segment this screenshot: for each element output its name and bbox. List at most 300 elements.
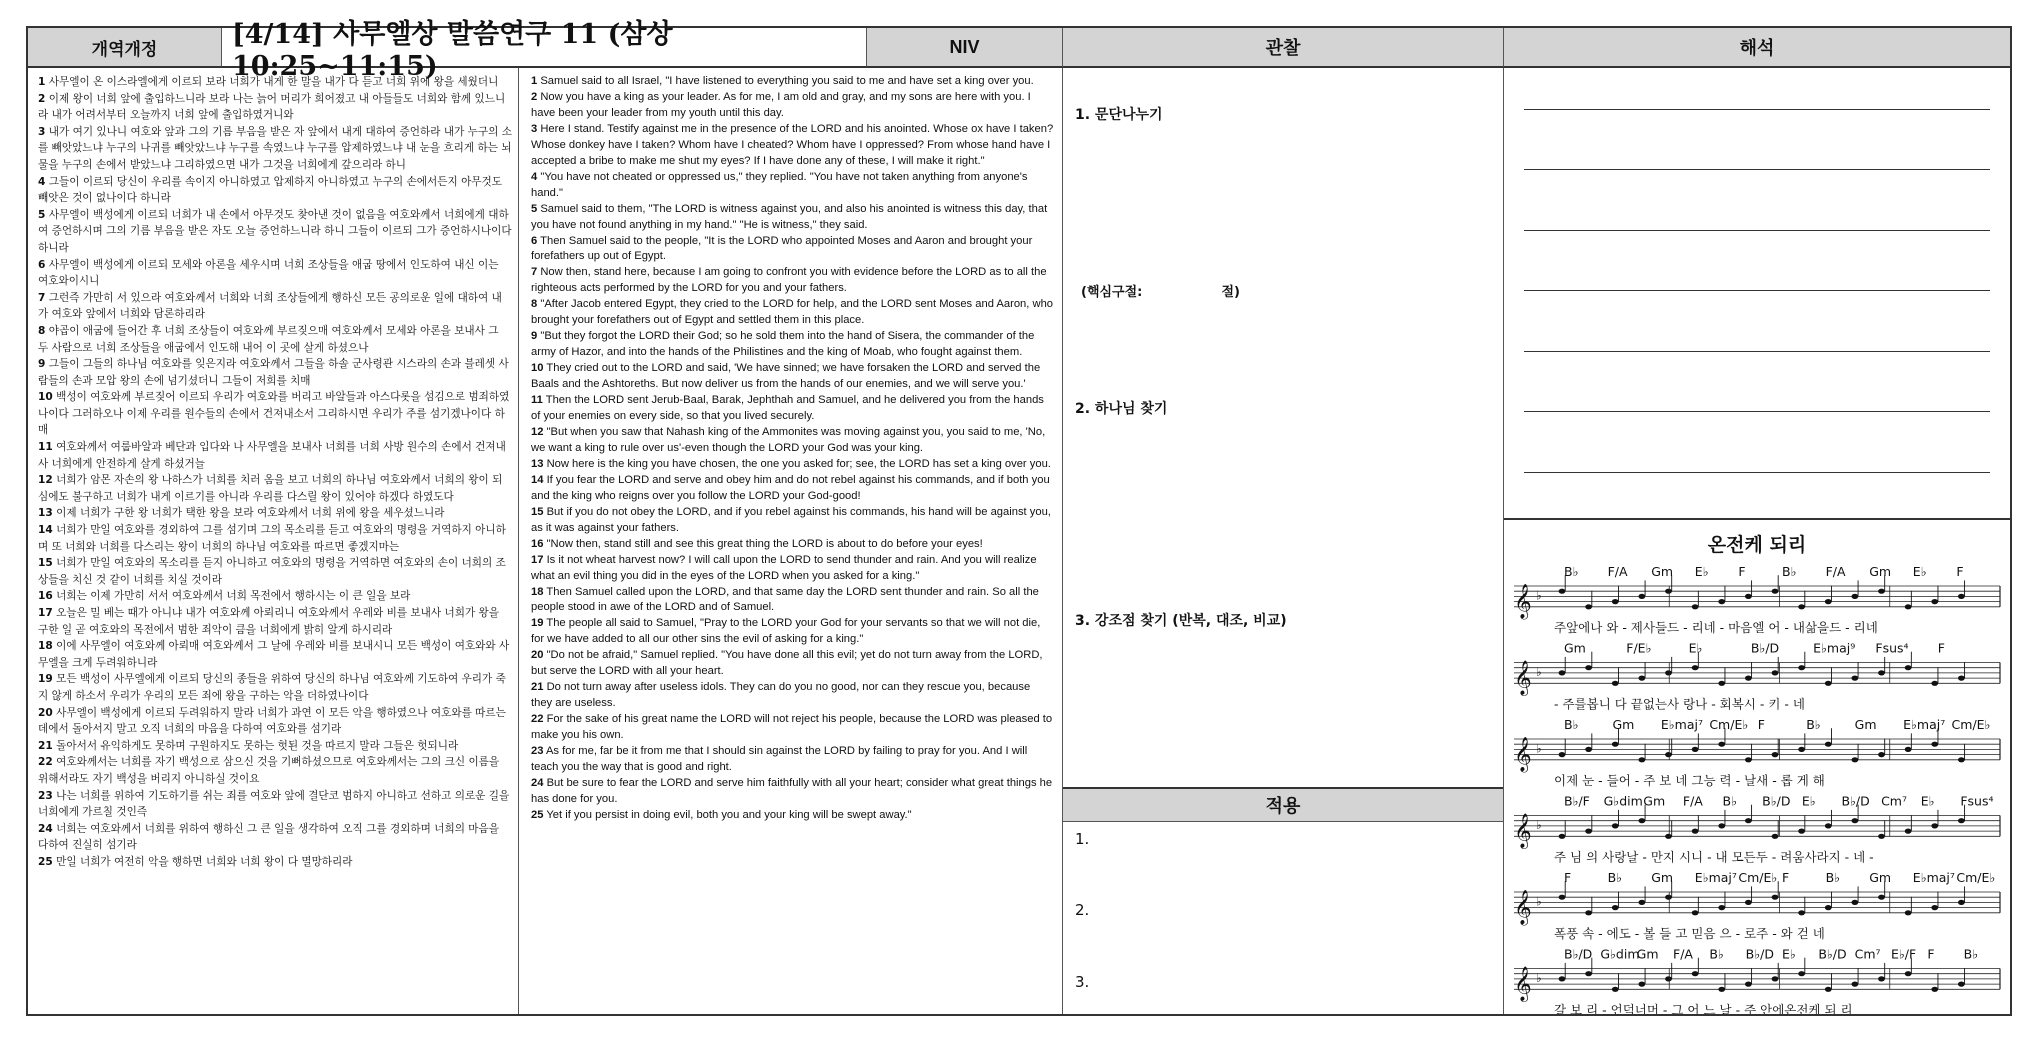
verse-text: Yet if you persist in doing evil, both you and your king will be swept away." [546, 808, 912, 821]
verse-number: 15 [531, 505, 544, 518]
chord-symbol: G♭dim [1603, 793, 1643, 809]
note-head [1851, 818, 1858, 823]
verse-number: 8 [38, 324, 46, 337]
verse-text: Here I stand. Testify against me in the presence of the LORD and his anointed. Whose ox have I taken? Whose donkey have I taken? Whom have I cheated? Whom have I oppressed? From whose hand have I accepted a bribe to make me shut my eyes? If I have done any of these, I will make it right." [531, 122, 1054, 167]
chord-symbol: Cm/E♭ [1738, 870, 1778, 885]
verse-number: 4 [531, 170, 538, 183]
key-verse-text: (핵심구절: [1081, 285, 1143, 300]
korean-verse [38, 290, 512, 323]
writing-line [1524, 169, 1990, 170]
verse-text: 돌아서서 유익하게도 못하며 구원하지도 못하는 헛된 것을 따르지 말라 그들은 헛되니라 [56, 739, 459, 752]
chord-symbol: Gm [1651, 870, 1674, 885]
verse-number: 20 [531, 649, 544, 662]
verse-number: 6 [531, 234, 538, 247]
note-head [1931, 681, 1938, 686]
treble-clef: 𝄞 [1514, 660, 1532, 696]
verse-text: But if you do not obey the LORD, and if you rebel against his commands, his hand will be against you, as it was against your fathers. [531, 505, 1051, 534]
note-head [1825, 742, 1832, 747]
verse-text: 너희가 만일 여호와를 경외하여 그를 섬기며 그의 목소리를 듣고 여호와의 명령을 거역하지 아니하며 또 너희와 너희를 다스리는 왕이 너희의 하나님 여호와를 따르면 좋겠지마는 [38, 524, 506, 553]
lyrics-line: 주 님 의 사랑날 - 만지 시니 - 내 모든두 - 려움사라지 - 네 - [1554, 849, 1874, 865]
note-head [1559, 834, 1566, 839]
note-head [1665, 589, 1672, 594]
note-head [1745, 818, 1752, 823]
note-head [1931, 599, 1938, 604]
note-head [1825, 987, 1832, 992]
verse-number: 15 [38, 557, 53, 570]
verse-number: 3 [531, 122, 538, 135]
korean-verse [38, 439, 512, 472]
note-head [1638, 757, 1645, 762]
treble-clef: 𝄞 [1514, 966, 1532, 1002]
chord-symbol: F [1782, 870, 1790, 885]
chord-symbol: F [1757, 717, 1765, 732]
note-head [1772, 834, 1779, 839]
note-head [1718, 823, 1725, 828]
note-head [1612, 823, 1619, 828]
chord-symbol: Fsus⁴ [1960, 793, 1994, 809]
observation-panel [1063, 68, 1504, 1014]
verse-text: 너희는 이제 가만히 서서 여호와께서 너희 목전에서 행하시는 이 큰 일을 보라 [56, 590, 411, 603]
chord-symbol: E♭maj⁷ [1694, 870, 1737, 885]
application-header-text: 적용 [1265, 796, 1301, 817]
verse-number: 9 [531, 330, 538, 343]
verse-text: 너희가 암몬 자손의 왕 나하스가 너희를 치러 옴을 보고 너희의 하나님 여호와께서 너희의 왕이 되심에도 불구하고 너희가 내게 이르기를 아니라 우리를 다스릴 왕이 있어야 하겠다 하였도다 [38, 474, 503, 503]
verse-number: 23 [531, 745, 544, 758]
observation-header [1063, 28, 1504, 68]
verse-text: Is it not wheat harvest now? I will call upon the LORD to send thunder and rain. And you will realize what an evil thing you did in the eyes of the LORD when you asked for a king." [531, 553, 1037, 582]
chord-symbol: Gm [1869, 564, 1892, 579]
note-head [1851, 676, 1858, 681]
verse-number: 13 [38, 507, 53, 520]
lyrics-line: - 주를봅니 다 끝없는사 랑나 - 회복시 - 키 - 네 [1554, 696, 1805, 712]
niv-verse [531, 585, 1054, 617]
verse-text: 백성이 여호와께 부르짖어 이르되 우리가 여호와를 버리고 바알들과 아스다롯을 섬김으로 범죄하였나이다 그러하오나 이제 우리를 원수들의 손에서 건져내소서 그리하시면 우리가 주를 섬기겠나이다 하매 [38, 391, 510, 437]
key-signature: ♭ [1536, 970, 1542, 985]
note-head [1878, 752, 1885, 757]
niv-header [867, 28, 1063, 68]
korean-verse [38, 854, 512, 871]
note-head [1878, 976, 1885, 981]
note-head [1745, 982, 1752, 987]
note-head [1612, 905, 1619, 910]
chord-symbol: E♭maj⁷ [1660, 717, 1704, 732]
note-head [1798, 604, 1805, 609]
application-item-2: 2. [1075, 901, 1090, 919]
note-head [1772, 976, 1779, 981]
note-head [1958, 594, 1965, 599]
chord-symbol: F [1937, 640, 1945, 656]
chord-symbol: Cm⁷ [1881, 793, 1908, 809]
note-head [1612, 987, 1619, 992]
chord-symbol: Gm [1854, 717, 1877, 732]
verse-text: 너희는 여호와께서 너희를 위하여 행하신 그 큰 일을 생각하여 오직 그를 경외하며 너희의 마음을 다하여 진실히 섬기라 [38, 822, 500, 852]
verse-number: 3 [38, 125, 46, 138]
verse-text: 이제 왕이 너희 앞에 출입하느니라 보라 나는 늙어 머리가 희어졌고 내 아들들도 너희와 함께 있느니라 내가 어려서부터 오늘까지 너희 앞에 출입하였거니와 [38, 92, 506, 122]
verse-text: Samuel said to all Israel, "I have listened to everything you said to me and have set a king over you. [540, 75, 1034, 87]
verse-number: 7 [531, 266, 538, 279]
writing-line [1524, 472, 1990, 473]
key-signature: ♭ [1536, 664, 1542, 679]
verse-text: Then the LORD sent Jerub-Baal, Barak, Jephthah and Samuel, and he delivered you from the hands of your enemies on every side, so that you lived securely. [531, 394, 1044, 423]
verse-number: 1 [38, 76, 46, 88]
chord-symbol: B♭/D [1841, 793, 1870, 809]
note-head [1638, 818, 1645, 823]
korean-text-column [28, 68, 519, 1014]
niv-verse [531, 744, 1054, 776]
note-head [1798, 747, 1805, 752]
niv-verse [531, 425, 1054, 457]
page-title [222, 19, 867, 82]
verse-text: 이제 너희가 구한 왕 너희가 택한 왕을 보라 여호와께서 너희 위에 왕을 세우셨느니라 [56, 507, 445, 520]
niv-verse [531, 234, 1054, 266]
verse-number: 2 [38, 92, 46, 105]
verse-text: 여호와께서는 너희를 자기 백성으로 삼으신 것을 기뻐하셨으므로 여호와께서는 그의 크신 이름을 위해서라도 자기 백성을 버리지 아니하실 것이요 [38, 756, 500, 785]
korean-verse [38, 738, 512, 755]
niv-header-text: NIV [949, 36, 980, 57]
note-head [1692, 747, 1699, 752]
chord-symbol: Gm [1651, 564, 1674, 579]
verse-number: 19 [531, 617, 544, 630]
verse-text: For the sake of his great name the LORD will not reject his people, because the LORD was pleased to make you his own. [531, 713, 1053, 742]
note-head [1798, 665, 1805, 670]
paragraph-division-heading: 1. 문단나누기 [1075, 107, 1163, 123]
note-head [1665, 752, 1672, 757]
note-head [1905, 747, 1912, 752]
niv-verse [531, 202, 1054, 234]
niv-verse [531, 361, 1054, 393]
verse-text: Now you have a king as your leader. As for me, I am old and gray, and my sons are here with you. I have been your leader from my youth until this day. [531, 90, 1031, 119]
korean-verse [38, 522, 512, 555]
note-head [1585, 665, 1592, 670]
note-head [1798, 971, 1805, 976]
note-head [1772, 670, 1779, 675]
key-verse-label [1081, 281, 1240, 300]
treble-clef: 𝄞 [1514, 736, 1532, 772]
niv-verse [531, 297, 1054, 329]
key-signature: ♭ [1536, 588, 1542, 603]
korean-verse [38, 207, 512, 257]
note-head [1585, 829, 1592, 834]
verse-text: 이에 사무엘이 여호와께 아뢰매 여호와께서 그 날에 우레와 비를 보내시니 모든 백성이 여호와와 사무엘을 크게 두려워하니라 [38, 640, 510, 669]
verse-number: 21 [531, 681, 544, 694]
verse-text: Now here is the king you have chosen, the one you asked for; see, the LORD has set a king over you. [546, 457, 1051, 470]
verse-text: 사무엘이 백성에게 이르되 너희가 내 손에서 아무것도 찾아낸 것이 없음을 여호와께서 너희에게 대하여 증언하시며 그의 기름 부음을 받은 자도 오늘 증언하느니라 하니 그들이 이르되 그가 증언하시나이다 하니라 [38, 208, 512, 254]
note-head [1905, 604, 1912, 609]
korean-verse [38, 555, 512, 588]
verse-number: 16 [531, 537, 544, 550]
lyrics-line: 이제 눈 - 들어 - 주 보 네 그능 력 - 날새 - 롭 게 해 [1554, 772, 1825, 788]
niv-verse [531, 473, 1054, 505]
chord-symbol: F/A [1673, 946, 1693, 962]
korean-verse [38, 91, 512, 124]
verse-text: 오늘은 밀 베는 때가 아니냐 내가 여호와께 아뢰리니 여호와께서 우레와 비를 보내사 너희가 왕을 구한 일 곧 여호와의 목전에서 범한 죄악이 큼을 너희에게 밝히 알게 하시리라 [38, 607, 500, 636]
verse-number: 17 [531, 553, 544, 566]
key-signature: ♭ [1536, 741, 1542, 756]
note-head [1692, 829, 1699, 834]
note-head [1772, 589, 1779, 594]
chord-symbol: B♭/D [1750, 640, 1780, 656]
translation-label [28, 28, 222, 68]
chord-symbol: B♭ [1564, 564, 1579, 579]
note-head [1905, 971, 1912, 976]
application-item-1: 1. [1075, 830, 1090, 848]
chord-symbol: E♭ [1912, 564, 1927, 579]
niv-verse [531, 329, 1054, 361]
note-head [1825, 681, 1832, 686]
note-head [1559, 752, 1566, 757]
verse-number: 1 [531, 75, 538, 87]
note-head [1718, 987, 1725, 992]
chord-symbol: F [1564, 870, 1572, 885]
chord-symbol: Gm [1643, 793, 1666, 809]
note-head [1905, 829, 1912, 834]
verse-number: 24 [38, 822, 53, 835]
note-head [1931, 987, 1938, 992]
niv-verse [531, 616, 1054, 648]
note-head [1559, 589, 1566, 594]
chord-symbol: E♭maj⁷ [1903, 717, 1946, 732]
verse-number: 9 [38, 358, 46, 371]
note-head [1665, 895, 1672, 900]
emphasis-heading: 3. 강조점 찾기 (반복, 대조, 비교) [1075, 613, 1287, 629]
note-head [1718, 681, 1725, 686]
chord-symbol: F/E♭ [1626, 640, 1652, 656]
korean-verse [38, 821, 512, 854]
niv-verse [531, 505, 1054, 537]
verse-text: 나는 너희를 위하여 기도하기를 쉬는 죄를 여호와 앞에 결단코 범하지 아니하고 선하고 의로운 길을 너희에게 가르칠 것인즉 [38, 789, 510, 819]
chord-symbol: E♭maj⁷ [1912, 870, 1955, 885]
note-head [1585, 971, 1592, 976]
niv-verse [531, 808, 1054, 824]
verse-number: 12 [531, 425, 544, 438]
chord-symbol: F [1927, 946, 1935, 962]
find-god-heading: 2. 하나님 찾기 [1075, 401, 1168, 417]
korean-verse [38, 323, 512, 356]
verse-number: 10 [38, 391, 53, 404]
chord-symbol: B♭/D [1745, 946, 1774, 962]
verse-text: Then Samuel called upon the LORD, and that same day the LORD sent thunder and rain. So all the people stood in awe of the LORD and of Samuel. [531, 585, 1039, 614]
korean-verse [38, 472, 512, 505]
chord-symbol: B♭/D [1564, 946, 1593, 962]
verse-number: 20 [38, 706, 53, 719]
interpretation-header-text: 해석 [1739, 38, 1775, 59]
writing-line [1524, 411, 1990, 412]
note-head [1585, 747, 1592, 752]
note-head [1638, 982, 1645, 987]
chord-symbol: E♭ [1782, 946, 1796, 962]
note-head [1745, 757, 1752, 762]
chord-symbol: Gm [1564, 640, 1586, 656]
lyrics-line: 갈 보 리 - 언덕너머 - 그 어 느 날 - 주 안에온전케 되 리 [1554, 1002, 1853, 1018]
chord-symbol: Cm/E♭ [1709, 717, 1749, 732]
writing-line [1524, 230, 1990, 231]
note-head [1825, 823, 1832, 828]
verse-text: 너희가 만일 여호와의 목소리를 듣지 아니하고 여호와의 명령을 거역하면 여호와의 손이 너희의 조상들을 치신 것 같이 너희를 치실 것이라 [38, 557, 506, 586]
verse-text: 사무엘이 백성에게 이르되 모세와 아론을 세우시며 너희 조상들을 애굽 땅에서 인도하여 내신 이는 여호와이시니 [38, 258, 499, 288]
note-head [1798, 829, 1805, 834]
note-head [1638, 594, 1645, 599]
verse-number: 14 [531, 473, 544, 486]
note-head [1825, 905, 1832, 910]
interpretation-header [1504, 28, 2010, 68]
song-title: 온전케 되리 [1707, 534, 1807, 556]
verse-text: Then Samuel said to the people, "It is the LORD who appointed Moses and Aaron and brought your forefathers up out of Egypt. [531, 234, 1033, 263]
chord-symbol: E♭maj⁹ [1813, 640, 1856, 656]
note-head [1718, 905, 1725, 910]
chord-symbol: B♭ [1825, 870, 1841, 885]
verse-text: "Now then, stand still and see this great thing the LORD is about to do before your eyes! [546, 537, 983, 550]
chord-symbol: E♭ [1920, 793, 1935, 809]
note-head [1931, 742, 1938, 747]
niv-verse [531, 648, 1054, 680]
verse-number: 18 [38, 640, 53, 653]
note-head [1559, 895, 1566, 900]
observation-header-text: 관찰 [1265, 38, 1301, 59]
note-head [1931, 905, 1938, 910]
note-head [1745, 594, 1752, 599]
note-head [1585, 910, 1592, 915]
chord-symbol: Gm [1636, 946, 1659, 962]
note-head [1692, 604, 1699, 609]
niv-verse [531, 265, 1054, 297]
lyrics-line: 폭풍 속 - 에도 - 볼 들 고 믿음 으 - 로주 - 와 걷 네 [1554, 925, 1825, 941]
writing-line [1524, 290, 1990, 291]
writing-line [1524, 351, 1990, 352]
verse-text: "After Jacob entered Egypt, they cried to the LORD for help, and the LORD sent Moses and Aaron, who brought your forefathers out of Egypt and settled them in this place. [531, 298, 1054, 327]
chord-symbol: G♭dim [1600, 946, 1640, 962]
chord-symbol: B♭ [1564, 717, 1579, 732]
note-head [1851, 982, 1858, 987]
chord-symbol: Gm [1612, 717, 1635, 732]
note-head [1665, 976, 1672, 981]
verse-text: If you fear the LORD and serve and obey him and do not rebel against his commands, and if both you and the king who reigns over you follow the LORD your God-good! [531, 473, 1050, 502]
note-head [1559, 670, 1566, 675]
chord-symbol: F/A [1607, 564, 1628, 579]
verse-text: The people all said to Samuel, "Pray to the LORD your God for your servants so that we will not die, for we have added to all our other sins the evil of asking for a king." [531, 617, 1041, 646]
korean-verse [38, 74, 512, 91]
korean-verse [38, 671, 512, 704]
chord-symbol: B♭ [1607, 870, 1623, 885]
verse-number: 5 [531, 202, 538, 215]
chord-symbol: B♭ [1722, 793, 1738, 809]
note-head [1772, 752, 1779, 757]
niv-verse [531, 90, 1054, 122]
chord-symbol: Cm/E♭ [1951, 717, 1991, 732]
treble-clef: 𝄞 [1514, 813, 1532, 849]
note-head [1692, 665, 1699, 670]
key-signature: ♭ [1536, 894, 1542, 909]
verse-number: 22 [531, 713, 544, 726]
key-verse-unit: 절) [1221, 285, 1240, 300]
note-head [1958, 900, 1965, 905]
verse-text: 야곱이 애굽에 들어간 후 너희 조상들이 여호와께 부르짖으매 여호와께서 모세와 아론을 보내사 그 두 사람으로 너희 조상들을 애굽에서 인도해 내어 이 곳에 살게 하셨으나 [38, 324, 499, 354]
verse-number: 14 [38, 524, 53, 537]
note-head [1692, 910, 1699, 915]
korean-verse [38, 638, 512, 671]
note-head [1559, 976, 1566, 981]
niv-verse [531, 680, 1054, 712]
verse-number: 10 [531, 362, 544, 375]
application-item-3: 3. [1075, 973, 1090, 991]
note-head [1798, 910, 1805, 915]
chord-symbol: F/A [1825, 564, 1846, 579]
note-head [1745, 676, 1752, 681]
verse-text: Now then, stand here, because I am going to confront you with evidence before the LORD as to all the righteous acts performed by the LORD for you and your fathers. [531, 266, 1047, 295]
verse-text: "Do not be afraid," Samuel replied. "You have done all this evil; yet do not turn away from the LORD, but serve the LORD with all your heart. [531, 649, 1043, 678]
section-divider [1504, 518, 2010, 520]
niv-verse [531, 393, 1054, 425]
note-head [1665, 670, 1672, 675]
note-head [1772, 895, 1779, 900]
niv-verse [531, 457, 1054, 473]
chord-symbol: F [1956, 564, 1964, 579]
chord-symbol: F [1738, 564, 1746, 579]
verse-number: 11 [531, 394, 543, 407]
verse-number: 23 [38, 789, 53, 802]
study-sheet [26, 19, 2012, 1018]
verse-text: 그런즉 가만히 서 있으라 여호와께서 너희와 너희 조상들에게 행하신 모든 공의로운 일에 대하여 내가 여호와 앞에서 너희와 담론하리라 [38, 291, 502, 321]
niv-verse [531, 122, 1054, 170]
note-head [1851, 757, 1858, 762]
niv-verse [531, 553, 1054, 585]
chord-symbol: B♭/D [1818, 946, 1847, 962]
verse-text: "You have not cheated or oppressed us," they replied. "You have not taken anything from anyone's hand." [531, 170, 1028, 199]
chord-symbol: E♭ [1694, 564, 1709, 579]
korean-verse [38, 124, 512, 174]
niv-verse [531, 712, 1054, 744]
translation-label-text: 개역개정 [91, 39, 158, 60]
note-head [1612, 742, 1619, 747]
verse-text: 만일 너희가 여전히 악을 행하면 너희와 너희 왕이 다 멸망하리라 [56, 855, 353, 868]
note-head [1958, 982, 1965, 987]
verse-text: But be sure to fear the LORD and serve him faithfully with all your heart; consider what great things he has done for you. [531, 776, 1053, 805]
note-head [1665, 834, 1672, 839]
treble-clef: 𝄞 [1514, 889, 1532, 925]
chord-symbol: B♭ [1709, 946, 1724, 962]
korean-verse [38, 605, 512, 638]
verse-number: 22 [38, 756, 53, 769]
note-head [1638, 900, 1645, 905]
note-head [1958, 757, 1965, 762]
writing-line [1524, 109, 1990, 110]
chord-symbol: Fsus⁴ [1875, 640, 1909, 656]
verse-text: They cried out to the LORD and said, 'We have sinned; we have forsaken the LORD and served the Baals and the Ashtoreths. But now deliver us from the hands of our enemies, and we will serve you.' [531, 362, 1041, 391]
note-head [1905, 910, 1912, 915]
page-title-text: [4/14] 사무엘상 말씀연구 11 (삼상10:25~11:15) [232, 19, 673, 82]
chord-symbol: E♭ [1801, 793, 1816, 809]
korean-verse [38, 754, 512, 787]
korean-verse [38, 505, 512, 522]
verse-number: 12 [38, 474, 53, 487]
note-head [1878, 895, 1885, 900]
verse-text: 여호와께서 여룹바알과 베단과 입다와 나 사무엘을 보내사 너희를 너희 사방 원수의 손에서 건져내사 너희에게 안전하게 살게 하셨거늘 [38, 441, 506, 470]
niv-verse [531, 776, 1054, 808]
sheet-music [1504, 558, 2010, 1018]
note-head [1931, 823, 1938, 828]
verse-number: 2 [531, 90, 538, 103]
note-head [1612, 599, 1619, 604]
note-head [1878, 834, 1885, 839]
korean-verse [38, 356, 512, 389]
verse-number: 8 [531, 298, 538, 311]
note-head [1718, 742, 1725, 747]
verse-text: "But they forgot the LORD their God; so he sold them into the hand of Sisera, the commander of the army of Hazor, and into the hands of the Philistines and the king of Moab, who fought against them. [531, 330, 1035, 359]
chord-symbol: B♭ [1782, 564, 1797, 579]
korean-verse [38, 174, 512, 207]
interpretation-panel [1504, 68, 2010, 1018]
note-head [1612, 681, 1619, 686]
chord-symbol: F/A [1682, 793, 1703, 809]
